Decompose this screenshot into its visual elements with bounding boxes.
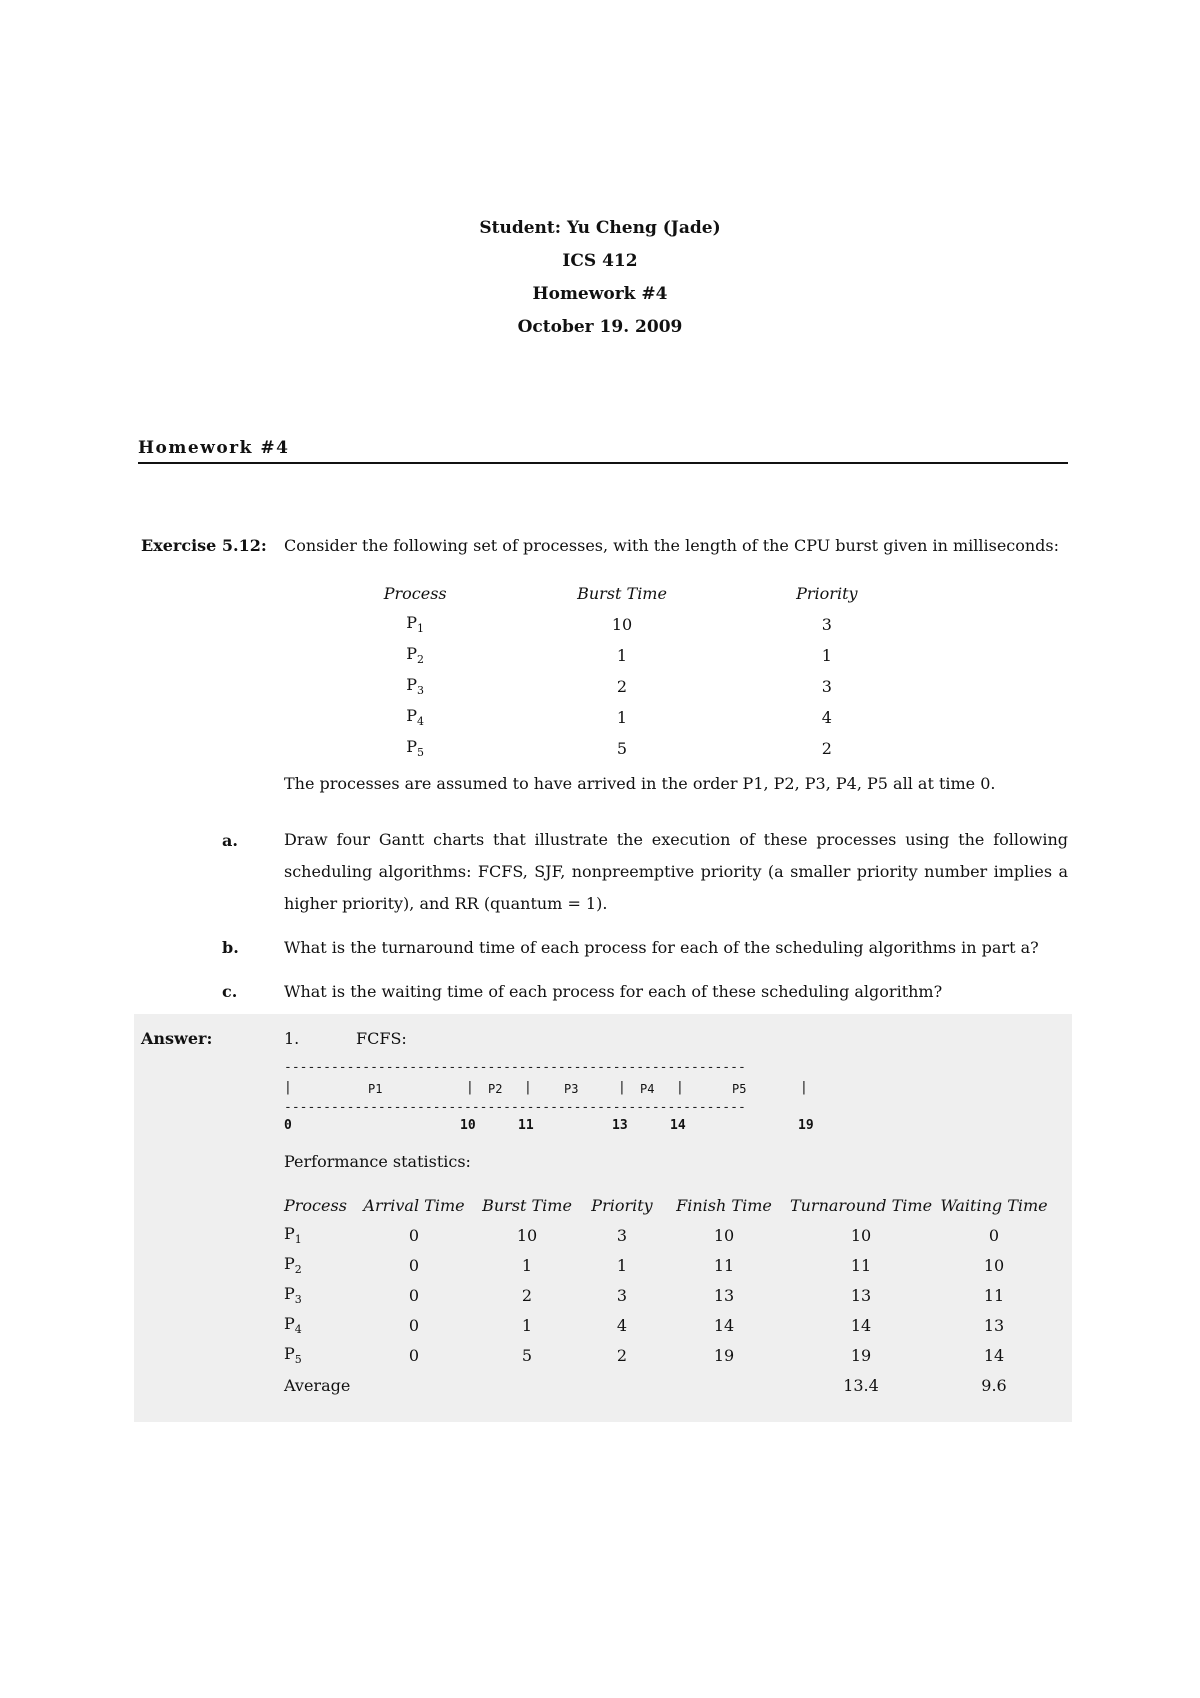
process-table-header	[330, 578, 910, 609]
section-divider	[138, 462, 1068, 464]
gantt-tick: 0	[284, 1118, 292, 1133]
stats-priority-cell: 1	[616, 1255, 628, 1275]
student-name: Student: Yu Cheng (Jade)	[479, 218, 721, 238]
gantt-divider: |	[284, 1080, 292, 1095]
gantt-top-border: -----------------------------------------------------------	[284, 1060, 746, 1075]
col-process: Process	[383, 584, 447, 603]
table-row	[284, 1220, 1052, 1250]
process-table	[330, 578, 910, 764]
stats-header-row	[284, 1190, 1052, 1220]
stats-waiting-cell: 10	[983, 1255, 1005, 1275]
stats-process-cell: $P_5$	[284, 1343, 302, 1367]
burst-cell: 1	[616, 646, 628, 665]
stats-waiting-cell: 0	[988, 1225, 1000, 1245]
question-a-label: a.	[222, 831, 238, 850]
stats-turnaround-cell: 13	[850, 1285, 872, 1305]
stats-finish-cell: 10	[713, 1225, 735, 1245]
table-row	[330, 640, 910, 671]
table-row	[330, 609, 910, 640]
burst-cell: 2	[616, 677, 628, 696]
exercise-label: Exercise 5.12:	[141, 536, 267, 555]
gantt-cell-p2: P2	[488, 1082, 503, 1096]
stats-col-finish: Finish Time	[676, 1195, 772, 1215]
stats-body	[284, 1220, 1052, 1370]
course-code: ICS 412	[562, 251, 638, 271]
priority-cell: 3	[821, 677, 832, 696]
burst-cell: 10	[611, 615, 633, 634]
answer-label: Answer:	[141, 1029, 213, 1048]
gantt-bottom-border: -----------------------------------------------------------	[284, 1100, 746, 1115]
table-row	[330, 671, 910, 702]
burst-cell: 1	[616, 708, 628, 727]
table-row	[284, 1310, 1052, 1340]
average-waiting: 9.6	[981, 1375, 1007, 1395]
gantt-divider: |	[676, 1080, 684, 1095]
stats-average-row	[284, 1370, 1052, 1400]
stats-finish-cell: 14	[713, 1315, 735, 1335]
stats-waiting-cell: 13	[983, 1315, 1005, 1335]
process-cell: $P_1$	[406, 613, 425, 636]
priority-cell: 4	[821, 708, 832, 727]
gantt-chart	[284, 1060, 814, 1134]
gantt-tick: 19	[798, 1118, 814, 1133]
average-turnaround: 13.4	[843, 1375, 879, 1395]
stats-burst-cell: 1	[521, 1315, 533, 1335]
stats-col-turnaround: Turnaround Time	[789, 1195, 933, 1215]
stats-process-cell: $P_1$	[284, 1223, 302, 1247]
gantt-divider: |	[618, 1080, 626, 1095]
gantt-divider: |	[524, 1080, 532, 1095]
stats-priority-cell: 2	[616, 1345, 628, 1365]
stats-finish-cell: 11	[713, 1255, 735, 1275]
stats-arrival-cell: 0	[408, 1285, 420, 1305]
question-b-text: What is the turnaround time of each process for each of the scheduling algorithms in part a?	[284, 938, 1039, 957]
gantt-tick: 10	[460, 1118, 476, 1133]
section-heading: Homework #4	[138, 438, 290, 458]
gantt-divider: |	[800, 1080, 808, 1095]
average-label: Average	[284, 1375, 351, 1395]
gantt-cell-p3: P3	[564, 1082, 579, 1096]
exercise-prompt: Consider the following set of processes, with the length of the CPU burst given in milliseconds:	[284, 536, 1060, 555]
table-row	[330, 733, 910, 764]
stats-arrival-cell: 0	[408, 1315, 420, 1335]
stats-finish-cell: 13	[713, 1285, 735, 1305]
homework-title: Homework #4	[532, 284, 668, 304]
stats-col-arrival: Arrival Time	[363, 1195, 465, 1215]
stats-waiting-cell: 14	[983, 1345, 1005, 1365]
stats-burst-cell: 10	[516, 1225, 538, 1245]
gantt-tick: 13	[612, 1118, 628, 1133]
priority-cell: 1	[821, 646, 832, 665]
question-a-text: Draw four Gantt charts that illustrate the execution of these processes using the following scheduling algorithms: FCFS, SJF, nonpreemptive priority (a smaller priority number implies a higher priority), and RR (quantum = 1).	[284, 830, 1068, 913]
stats-waiting-cell: 11	[983, 1285, 1005, 1305]
stats-burst-cell: 1	[521, 1255, 533, 1275]
stats-finish-cell: 19	[713, 1345, 735, 1365]
burst-cell: 5	[616, 739, 628, 758]
stats-col-burst: Burst Time	[482, 1195, 572, 1215]
gantt-tick: 14	[670, 1118, 686, 1133]
priority-cell: 2	[821, 739, 832, 758]
col-priority: Priority	[796, 584, 858, 603]
col-burst-time: Burst Time	[577, 584, 667, 603]
stats-arrival-cell: 0	[408, 1225, 420, 1245]
answer-item-title: FCFS:	[356, 1029, 407, 1048]
stats-title: Performance statistics:	[284, 1152, 471, 1171]
stats-process-cell: $P_4$	[284, 1313, 302, 1337]
stats-col-process: Process	[284, 1195, 347, 1215]
table-row	[284, 1250, 1052, 1280]
table-row	[330, 702, 910, 733]
process-cell: $P_4$	[406, 706, 425, 729]
question-c-label: c.	[222, 982, 238, 1001]
answer-item-number: 1.	[284, 1029, 300, 1048]
gantt-tick: 11	[518, 1118, 534, 1133]
question-c-text: What is the waiting time of each process for each of these scheduling algorithm?	[284, 982, 943, 1001]
stats-priority-cell: 3	[616, 1285, 628, 1305]
stats-arrival-cell: 0	[408, 1345, 420, 1365]
stats-process-cell: $P_3$	[284, 1283, 302, 1307]
stats-turnaround-cell: 10	[850, 1225, 872, 1245]
table-row	[284, 1280, 1052, 1310]
stats-priority-cell: 3	[616, 1225, 628, 1245]
process-cell: $P_3$	[406, 675, 425, 698]
table-row	[284, 1340, 1052, 1370]
gantt-cell-p5: P5	[732, 1082, 747, 1096]
stats-col-priority: Priority	[591, 1195, 653, 1215]
gantt-divider: |	[466, 1080, 474, 1095]
date: October 19. 2009	[517, 317, 683, 337]
stats-process-cell: $P_2$	[284, 1253, 302, 1277]
stats-table	[284, 1190, 1052, 1400]
gantt-cell-p1: P1	[368, 1082, 383, 1096]
stats-turnaround-cell: 19	[850, 1345, 872, 1365]
stats-turnaround-cell: 14	[850, 1315, 872, 1335]
process-cell: $P_2$	[406, 644, 425, 667]
question-b-label: b.	[222, 938, 239, 957]
stats-arrival-cell: 0	[408, 1255, 420, 1275]
stats-burst-cell: 5	[521, 1345, 533, 1365]
stats-turnaround-cell: 11	[850, 1255, 872, 1275]
process-cell: $P_5$	[406, 737, 425, 760]
stats-burst-cell: 2	[521, 1285, 533, 1305]
priority-cell: 3	[821, 615, 832, 634]
stats-priority-cell: 4	[616, 1315, 628, 1335]
arrival-note: The processes are assumed to have arrived in the order P1, P2, P3, P4, P5 all at time 0.	[284, 774, 996, 793]
gantt-cell-p4: P4	[640, 1082, 655, 1096]
stats-col-waiting: Waiting Time	[940, 1195, 1048, 1215]
title-block	[0, 212, 1200, 344]
